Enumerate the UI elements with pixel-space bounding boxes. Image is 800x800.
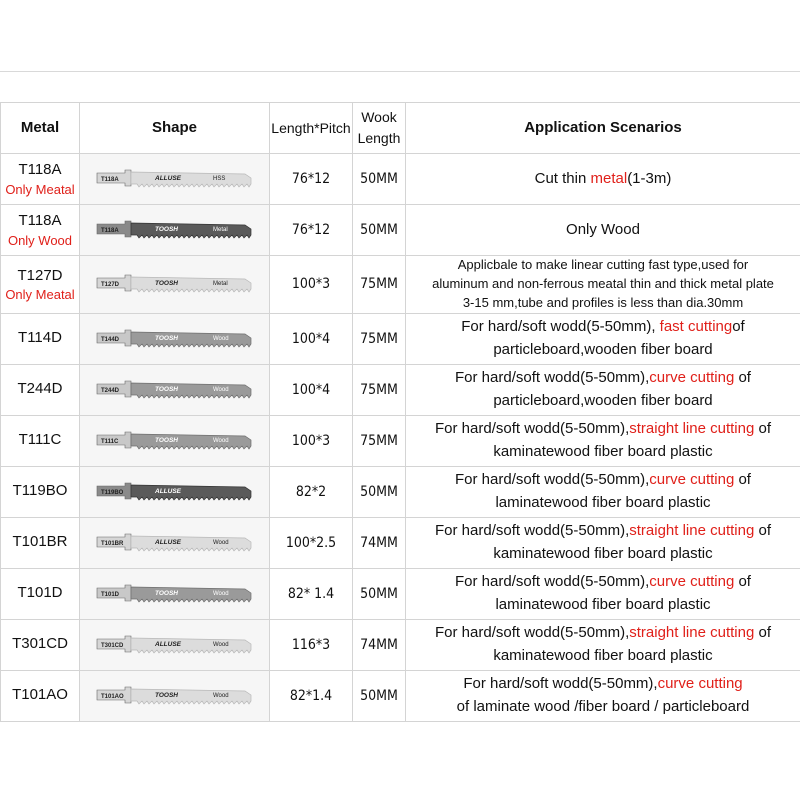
shape-cell [80, 670, 270, 721]
table-row [1, 154, 800, 205]
application-text-end: of particleboard,wooden fiber board [493, 369, 751, 409]
header-application: Application Scenarios [406, 103, 800, 154]
application-text [406, 219, 800, 242]
blade-type-label: Wood [212, 641, 229, 648]
metal-cell [1, 364, 80, 415]
application-text-start: For hard/soft wodd(5-50mm), [435, 624, 630, 642]
model-name: T101D [17, 584, 63, 602]
blade-model-label: T144D [100, 336, 119, 343]
application-text-start: For hard/soft wodd(5-50mm), [455, 471, 650, 489]
application-text-start: For hard/soft wodd(5-50mm), [455, 573, 650, 591]
application-text [406, 571, 800, 616]
jigsaw-blade-image [95, 528, 255, 558]
application-text-end: of laminate wood /fiber board / particleboard [456, 697, 750, 715]
blade-model-label: T118A [100, 177, 119, 183]
table-row [1, 568, 800, 619]
model-name: T114D [18, 329, 62, 347]
blade-type-label: Wood [212, 539, 229, 546]
application-highlight: metal [590, 169, 628, 187]
model-name: T118A [18, 212, 62, 230]
table-row [1, 670, 800, 721]
application-text-end: (1-3m) [627, 169, 672, 187]
wook-length-cell: 50MM [353, 466, 406, 517]
application-text [406, 622, 800, 667]
application-highlight: straight line cutting [629, 522, 755, 540]
wook-length-cell: 50MM [353, 154, 406, 205]
metal-cell [1, 154, 80, 205]
blade-brand-label: ALLUSE [154, 538, 181, 546]
shape-cell [80, 364, 270, 415]
length-pitch-cell: 100*2.5 [270, 517, 353, 568]
material-note: Only Meatal [5, 181, 75, 197]
shape-cell [80, 154, 270, 205]
wook-length-cell: 74MM [353, 619, 406, 670]
blade-type-label: Wood [212, 437, 229, 444]
application-text-end: of kaminatewood fiber board plastic [493, 420, 771, 460]
length-pitch-cell: 100*4 [270, 364, 353, 415]
blade-model-label: T101D [100, 591, 119, 598]
application-highlight: straight line cutting [629, 624, 755, 642]
application-text-end: of kaminatewood fiber board plastic [493, 522, 771, 562]
application-highlight: curve cutting [649, 573, 735, 591]
shape-cell [80, 568, 270, 619]
application-cell [406, 313, 800, 364]
blade-spec-table [0, 102, 800, 722]
application-highlight: curve cutting [657, 675, 743, 693]
blade-type-label: Wood [212, 335, 229, 342]
model-name: T101BR [12, 533, 68, 551]
metal-cell [1, 205, 80, 256]
blade-type-label: Metal [212, 227, 228, 233]
jigsaw-blade-image [95, 269, 255, 299]
wook-length-cell: 50MM [353, 670, 406, 721]
application-text [406, 367, 800, 412]
blade-model-label: T101BR [100, 540, 123, 547]
application-cell [406, 619, 800, 670]
application-highlight: curve cutting [649, 471, 735, 489]
header-wook-line2: Length [357, 130, 401, 146]
blade-brand-label: ALLUSE [154, 175, 181, 182]
header-wook-line1: Wook [361, 109, 397, 125]
application-text [406, 168, 800, 191]
material-note: Only Wood [7, 232, 73, 248]
application-text [406, 673, 800, 718]
length-pitch-cell: 82*1.4 [270, 670, 353, 721]
metal-cell [1, 670, 80, 721]
wook-length-cell: 75MM [353, 415, 406, 466]
application-cell [406, 256, 800, 314]
application-text [406, 256, 800, 313]
length-pitch-cell: 82* 1.4 [270, 568, 353, 619]
blade-model-label: T101AO [100, 693, 124, 700]
table-row [1, 517, 800, 568]
header-wook-length [353, 103, 406, 154]
application-text-start: Only Wood [566, 220, 640, 238]
wook-length-cell: 50MM [353, 205, 406, 256]
blade-type-label: HSS [212, 176, 225, 182]
blade-brand-label: TOOSH [154, 280, 178, 288]
blade-brand-label: ALLUSE [154, 487, 181, 495]
shape-cell [80, 466, 270, 517]
shape-cell [80, 205, 270, 256]
wook-length-cell: 74MM [353, 517, 406, 568]
table-row [1, 619, 800, 670]
metal-cell [1, 313, 80, 364]
jigsaw-blade-image [95, 215, 255, 245]
application-cell [406, 568, 800, 619]
material-note: Only Meatal [5, 287, 75, 303]
length-pitch-cell: 100*4 [270, 313, 353, 364]
application-cell [406, 364, 800, 415]
blade-brand-label: TOOSH [154, 226, 178, 233]
blade-type-label: Metal [212, 281, 228, 288]
application-cell [406, 517, 800, 568]
shape-cell [80, 256, 270, 314]
blade-brand-label: TOOSH [154, 589, 178, 597]
application-text-end: of kaminatewood fiber board plastic [493, 624, 771, 664]
table-row [1, 256, 800, 314]
table-row [1, 364, 800, 415]
length-pitch-cell: 100*3 [270, 415, 353, 466]
application-highlight: straight line cutting [629, 420, 755, 438]
application-text [406, 316, 800, 361]
blade-model-label: T118A [100, 228, 119, 234]
application-text-start: For hard/soft wodd(5-50mm), [435, 420, 630, 438]
table-row [1, 466, 800, 517]
application-text-start: For hard/soft wodd(5-50mm), [463, 675, 658, 693]
length-pitch-cell: 82*2 [270, 466, 353, 517]
blade-brand-label: TOOSH [154, 436, 178, 444]
model-name: T119BO [12, 482, 68, 500]
application-text-start: Cut thin [534, 169, 591, 187]
application-cell [406, 205, 800, 256]
blade-model-label: T119BO [100, 489, 123, 496]
shape-cell [80, 619, 270, 670]
model-name: T101AO [12, 686, 68, 704]
application-text [406, 418, 800, 463]
model-name: T118A [18, 161, 62, 179]
header-metal: Metal [1, 103, 80, 154]
model-name: T127D [17, 266, 63, 284]
wook-length-cell: 50MM [353, 568, 406, 619]
table-row [1, 313, 800, 364]
blade-brand-label: ALLUSE [154, 640, 181, 648]
shape-cell [80, 517, 270, 568]
blade-model-label: T127D [100, 282, 119, 289]
application-text-start: For hard/soft wodd(5-50mm), [435, 522, 630, 540]
application-highlight: curve cutting [649, 369, 735, 387]
header-shape: Shape [80, 103, 270, 154]
blade-type-label: Wood [212, 692, 229, 699]
length-pitch-cell: 116*3 [270, 619, 353, 670]
header-row [1, 103, 800, 154]
application-text-start: For hard/soft wodd(5-50mm), [455, 369, 650, 387]
blade-type-label: Wood [212, 386, 229, 393]
length-pitch-cell: 76*12 [270, 205, 353, 256]
blade-brand-label: TOOSH [154, 385, 178, 393]
application-cell [406, 415, 800, 466]
blade-model-label: T244D [100, 387, 119, 394]
jigsaw-blade-image [95, 375, 255, 405]
jigsaw-blade-image [95, 630, 255, 660]
shape-cell [80, 415, 270, 466]
jigsaw-blade-image [95, 681, 255, 711]
application-text-end: of laminatewood fiber board plastic [495, 471, 751, 511]
metal-cell [1, 415, 80, 466]
model-name: T301CD [12, 635, 68, 653]
application-cell [406, 670, 800, 721]
table-row [1, 415, 800, 466]
metal-cell [1, 517, 80, 568]
model-name: T111C [18, 431, 62, 449]
wook-length-cell: 75MM [353, 313, 406, 364]
jigsaw-blade-image [95, 426, 255, 456]
application-highlight: fast cutting [659, 318, 733, 336]
metal-cell [1, 568, 80, 619]
application-text-start: For hard/soft wodd(5-50mm), [461, 318, 660, 336]
blade-type-label: Wood [212, 590, 229, 597]
blade-brand-label: TOOSH [154, 334, 178, 342]
application-text-end: of laminatewood fiber board plastic [495, 573, 751, 613]
jigsaw-blade-image [95, 164, 255, 194]
jigsaw-blade-image [95, 324, 255, 354]
metal-cell [1, 466, 80, 517]
blade-model-label: T301CD [100, 642, 123, 649]
blade-model-label: T111C [100, 438, 118, 445]
wook-length-cell: 75MM [353, 364, 406, 415]
application-cell [406, 466, 800, 517]
table-row [1, 205, 800, 256]
application-text-start: Applicbale to make linear cutting fast type,used for aluminum and non-ferrous meatal thin and thick metal plate 3-15 mm,tube and profiles is less than dia.30mm [432, 257, 774, 310]
top-divider [0, 71, 800, 72]
shape-cell [80, 313, 270, 364]
jigsaw-blade-image [95, 579, 255, 609]
application-cell [406, 154, 800, 205]
metal-cell [1, 256, 80, 314]
application-text [406, 520, 800, 565]
length-pitch-cell: 76*12 [270, 154, 353, 205]
wook-length-cell: 75MM [353, 256, 406, 314]
blade-brand-label: TOOSH [154, 691, 178, 699]
header-length-pitch: Length*Pitch [270, 103, 353, 154]
application-text [406, 469, 800, 514]
jigsaw-blade-image [95, 477, 255, 507]
model-name: T244D [17, 380, 63, 398]
metal-cell [1, 619, 80, 670]
length-pitch-cell: 100*3 [270, 256, 353, 314]
application-text-end: of particleboard,wooden fiber board [493, 318, 745, 358]
